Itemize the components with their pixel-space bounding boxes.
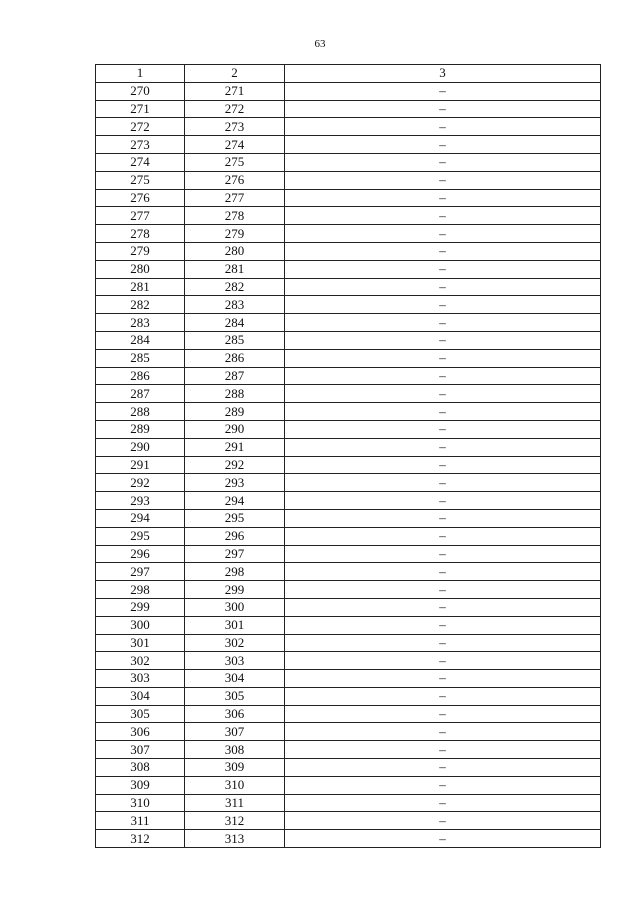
column-header-1: 1 xyxy=(96,65,185,83)
table-row xyxy=(96,296,601,314)
table-cell-col-2: 277 xyxy=(185,189,285,207)
table-row xyxy=(96,456,601,474)
table-cell-col-3: – xyxy=(285,314,601,332)
table-cell-col-3: – xyxy=(285,171,601,189)
table-cell-col-2: 291 xyxy=(185,438,285,456)
table-cell-col-2: 280 xyxy=(185,242,285,260)
table-cell-col-3: – xyxy=(285,385,601,403)
table-row xyxy=(96,492,601,510)
table-row xyxy=(96,812,601,830)
table-cell-col-1: 287 xyxy=(96,385,185,403)
table-row xyxy=(96,207,601,225)
table-row xyxy=(96,242,601,260)
table-cell-col-2: 283 xyxy=(185,296,285,314)
table-cell-col-3: – xyxy=(285,581,601,599)
table-row xyxy=(96,260,601,278)
table-cell-col-3: – xyxy=(285,616,601,634)
table-cell-col-2: 292 xyxy=(185,456,285,474)
table-row xyxy=(96,278,601,296)
data-table xyxy=(95,64,601,848)
table-row xyxy=(96,670,601,688)
table-row xyxy=(96,723,601,741)
table-row xyxy=(96,385,601,403)
table-cell-col-1: 283 xyxy=(96,314,185,332)
table-cell-col-1: 270 xyxy=(96,82,185,100)
table-row xyxy=(96,100,601,118)
table-cell-col-3: – xyxy=(285,723,601,741)
table-cell-col-3: – xyxy=(285,296,601,314)
table-cell-col-3: – xyxy=(285,509,601,527)
table-cell-col-1: 303 xyxy=(96,670,185,688)
table-cell-col-3: – xyxy=(285,776,601,794)
table-cell-col-2: 300 xyxy=(185,598,285,616)
table-cell-col-3: – xyxy=(285,260,601,278)
table-cell-col-1: 306 xyxy=(96,723,185,741)
table-cell-col-2: 271 xyxy=(185,82,285,100)
table-cell-col-1: 295 xyxy=(96,527,185,545)
table-cell-col-1: 311 xyxy=(96,812,185,830)
table-row xyxy=(96,420,601,438)
table-row xyxy=(96,616,601,634)
table-cell-col-3: – xyxy=(285,652,601,670)
table-cell-col-1: 279 xyxy=(96,242,185,260)
table-cell-col-2: 302 xyxy=(185,634,285,652)
table-cell-col-3: – xyxy=(285,278,601,296)
table-cell-col-1: 304 xyxy=(96,687,185,705)
table-cell-col-3: – xyxy=(285,830,601,848)
table-cell-col-1: 299 xyxy=(96,598,185,616)
table-cell-col-2: 290 xyxy=(185,420,285,438)
table-cell-col-2: 309 xyxy=(185,759,285,777)
table-cell-col-2: 285 xyxy=(185,331,285,349)
table-cell-col-1: 272 xyxy=(96,118,185,136)
table-cell-col-1: 288 xyxy=(96,403,185,421)
table-cell-col-2: 272 xyxy=(185,100,285,118)
table-cell-col-2: 273 xyxy=(185,118,285,136)
table-row xyxy=(96,759,601,777)
table-cell-col-1: 290 xyxy=(96,438,185,456)
table-cell-col-3: – xyxy=(285,741,601,759)
table-cell-col-2: 299 xyxy=(185,581,285,599)
table-cell-col-3: – xyxy=(285,153,601,171)
table-cell-col-3: – xyxy=(285,812,601,830)
table-cell-col-2: 301 xyxy=(185,616,285,634)
table-cell-col-1: 307 xyxy=(96,741,185,759)
table-cell-col-3: – xyxy=(285,118,601,136)
table-cell-col-1: 274 xyxy=(96,153,185,171)
table-cell-col-1: 292 xyxy=(96,474,185,492)
table-header-row xyxy=(96,65,601,83)
table-cell-col-3: – xyxy=(285,527,601,545)
table-cell-col-2: 275 xyxy=(185,153,285,171)
table-row xyxy=(96,598,601,616)
table-cell-col-3: – xyxy=(285,331,601,349)
table-row xyxy=(96,136,601,154)
table-cell-col-3: – xyxy=(285,136,601,154)
table-cell-col-3: – xyxy=(285,438,601,456)
table-cell-col-2: 289 xyxy=(185,403,285,421)
table-row xyxy=(96,349,601,367)
table-cell-col-2: 288 xyxy=(185,385,285,403)
table-cell-col-1: 297 xyxy=(96,563,185,581)
table-cell-col-2: 311 xyxy=(185,794,285,812)
table-cell-col-2: 305 xyxy=(185,687,285,705)
table-cell-col-3: – xyxy=(285,563,601,581)
table-cell-col-2: 282 xyxy=(185,278,285,296)
table-cell-col-3: – xyxy=(285,670,601,688)
table-row xyxy=(96,314,601,332)
table-cell-col-2: 312 xyxy=(185,812,285,830)
table-cell-col-2: 310 xyxy=(185,776,285,794)
table-cell-col-1: 275 xyxy=(96,171,185,189)
table-cell-col-3: – xyxy=(285,420,601,438)
table-cell-col-1: 294 xyxy=(96,509,185,527)
table-row xyxy=(96,225,601,243)
table-row xyxy=(96,652,601,670)
table-cell-col-1: 282 xyxy=(96,296,185,314)
table-row xyxy=(96,776,601,794)
table-cell-col-2: 281 xyxy=(185,260,285,278)
table-cell-col-1: 291 xyxy=(96,456,185,474)
table-cell-col-2: 279 xyxy=(185,225,285,243)
table-cell-col-2: 286 xyxy=(185,349,285,367)
table-row xyxy=(96,438,601,456)
table-row xyxy=(96,705,601,723)
table-cell-col-2: 296 xyxy=(185,527,285,545)
table-cell-col-2: 274 xyxy=(185,136,285,154)
table-cell-col-1: 308 xyxy=(96,759,185,777)
table-row xyxy=(96,527,601,545)
table-cell-col-3: – xyxy=(285,492,601,510)
table-cell-col-3: – xyxy=(285,367,601,385)
table-cell-col-3: – xyxy=(285,100,601,118)
table-cell-col-2: 304 xyxy=(185,670,285,688)
table-cell-col-2: 303 xyxy=(185,652,285,670)
table-cell-col-1: 284 xyxy=(96,331,185,349)
table-cell-col-1: 273 xyxy=(96,136,185,154)
table-cell-col-3: – xyxy=(285,794,601,812)
table-row xyxy=(96,82,601,100)
table-cell-col-1: 302 xyxy=(96,652,185,670)
table-cell-col-1: 278 xyxy=(96,225,185,243)
table-cell-col-2: 298 xyxy=(185,563,285,581)
table-cell-col-3: – xyxy=(285,403,601,421)
table-row xyxy=(96,331,601,349)
table-cell-col-3: – xyxy=(285,82,601,100)
table-cell-col-3: – xyxy=(285,225,601,243)
table-cell-col-2: 293 xyxy=(185,474,285,492)
table-cell-col-1: 305 xyxy=(96,705,185,723)
table-body xyxy=(96,82,601,847)
table-cell-col-1: 289 xyxy=(96,420,185,438)
table-cell-col-3: – xyxy=(285,474,601,492)
table-row xyxy=(96,153,601,171)
table-cell-col-2: 276 xyxy=(185,171,285,189)
table-row xyxy=(96,634,601,652)
table-cell-col-1: 296 xyxy=(96,545,185,563)
table-row xyxy=(96,741,601,759)
table-cell-col-3: – xyxy=(285,242,601,260)
table-cell-col-1: 309 xyxy=(96,776,185,794)
table-cell-col-2: 313 xyxy=(185,830,285,848)
column-header-3: 3 xyxy=(285,65,601,83)
table-cell-col-3: – xyxy=(285,456,601,474)
table-cell-col-3: – xyxy=(285,545,601,563)
table-row xyxy=(96,403,601,421)
table-cell-col-1: 293 xyxy=(96,492,185,510)
table-cell-col-2: 284 xyxy=(185,314,285,332)
table-row xyxy=(96,474,601,492)
table-cell-col-1: 286 xyxy=(96,367,185,385)
table-cell-col-1: 285 xyxy=(96,349,185,367)
table-cell-col-1: 298 xyxy=(96,581,185,599)
table-cell-col-3: – xyxy=(285,687,601,705)
table-cell-col-2: 306 xyxy=(185,705,285,723)
table-cell-col-2: 307 xyxy=(185,723,285,741)
table-cell-col-1: 271 xyxy=(96,100,185,118)
table-row xyxy=(96,687,601,705)
table-cell-col-1: 301 xyxy=(96,634,185,652)
table-cell-col-3: – xyxy=(285,705,601,723)
table-cell-col-1: 310 xyxy=(96,794,185,812)
table-row xyxy=(96,794,601,812)
table-row xyxy=(96,509,601,527)
table-cell-col-1: 277 xyxy=(96,207,185,225)
table-cell-col-2: 278 xyxy=(185,207,285,225)
table-row xyxy=(96,118,601,136)
table-row xyxy=(96,563,601,581)
table-row xyxy=(96,545,601,563)
table-row xyxy=(96,171,601,189)
table-cell-col-1: 281 xyxy=(96,278,185,296)
column-header-2: 2 xyxy=(185,65,285,83)
table-cell-col-2: 308 xyxy=(185,741,285,759)
table-cell-col-1: 300 xyxy=(96,616,185,634)
table-cell-col-3: – xyxy=(285,598,601,616)
page-number: 63 xyxy=(314,38,326,50)
table-cell-col-3: – xyxy=(285,349,601,367)
table-cell-col-3: – xyxy=(285,207,601,225)
table-cell-col-2: 297 xyxy=(185,545,285,563)
table-cell-col-1: 312 xyxy=(96,830,185,848)
table-cell-col-3: – xyxy=(285,759,601,777)
table-cell-col-1: 280 xyxy=(96,260,185,278)
table-cell-col-3: – xyxy=(285,634,601,652)
table-row xyxy=(96,367,601,385)
table-row xyxy=(96,581,601,599)
table-cell-col-2: 294 xyxy=(185,492,285,510)
table-cell-col-1: 276 xyxy=(96,189,185,207)
table-row xyxy=(96,830,601,848)
table-row xyxy=(96,189,601,207)
table-cell-col-2: 287 xyxy=(185,367,285,385)
table-cell-col-2: 295 xyxy=(185,509,285,527)
table-cell-col-3: – xyxy=(285,189,601,207)
